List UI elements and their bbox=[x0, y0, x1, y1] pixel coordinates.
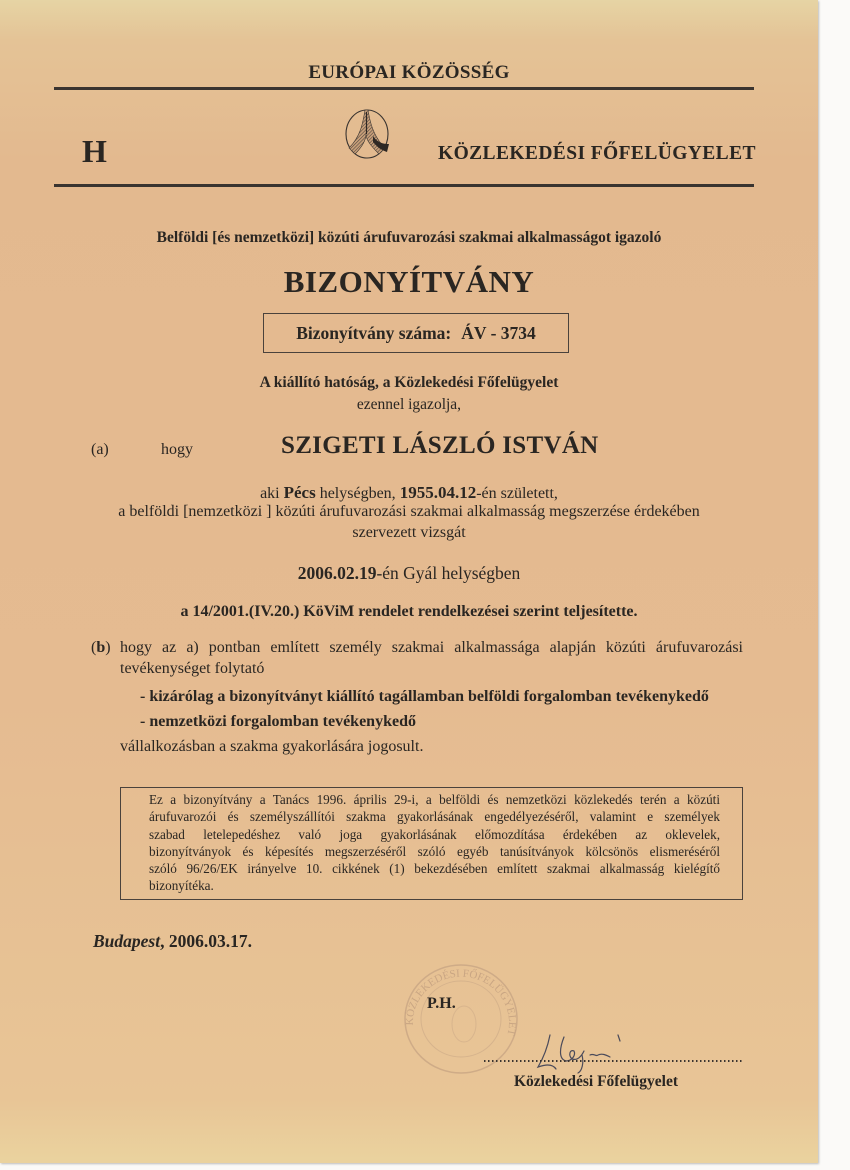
label-b-open: ( bbox=[91, 639, 97, 656]
seal-label: P.H. bbox=[427, 995, 456, 1012]
legal-notice-line: szabad letelepedéshez való joga gyakorlásának előmozdítása érdekében az oklevelek, bbox=[149, 826, 720, 842]
union-heading: EURÓPAI KÖZÖSSÉG bbox=[308, 62, 510, 83]
certificate-number-box bbox=[263, 313, 569, 353]
born-mid: helységben, bbox=[319, 485, 396, 502]
born-suffix: -én született, bbox=[476, 485, 558, 502]
label-b-close: ) bbox=[105, 639, 111, 656]
country-code: H bbox=[82, 133, 107, 169]
legal-notice-line: árufuvarozói és személyszállítói szakma gyakorlásának engedélyezéséről, valamint e személyek bbox=[149, 809, 720, 825]
birth-date: 1955.04.12 bbox=[399, 483, 477, 502]
certificate-number-label: Bizonyítvány száma: bbox=[296, 322, 452, 343]
legal-notice-line: Ez a bizonyítvány a Tanács 1996. április 29-i, a belföldi és nemzetközi közlekedés terén a közúti bbox=[149, 792, 720, 807]
header-bottom-rule bbox=[54, 184, 754, 187]
birth-place: Pécs bbox=[283, 483, 316, 502]
transport-authority-emblem-icon bbox=[337, 104, 397, 162]
exam-date: 2006.02.19 bbox=[297, 563, 377, 583]
legal-notice-line: szóló 96/26/EK irányelve 10. cikkének (1) bekezdésében említett szakmai alkalmasság kielégítő bbox=[149, 861, 720, 877]
born-prefix: aki bbox=[260, 485, 280, 502]
exam-statement-line1: a belföldi [nemzetközi ] közúti árufuvarozási szakmai alkalmasság megszerzése érdekében bbox=[118, 503, 700, 520]
label-b-letter: b bbox=[96, 639, 106, 656]
legal-notice-line: bizonyítéka. bbox=[149, 878, 214, 894]
legal-notice-box bbox=[120, 787, 743, 900]
issue-date: , 2006.03.17. bbox=[160, 931, 252, 951]
exam-place: -én Gyál helységben bbox=[376, 563, 521, 583]
birth-statement bbox=[0, 483, 818, 503]
legal-notice-line: bizonyítványok és képesítés megszerzéséről szóló egyéb tanúsítványok kölcsönös elismeréséről bbox=[149, 843, 720, 859]
authorization-bullet: - kizárólag a bizonyítványt kiállító tagállamban belföldi forgalomban tevékenykedő bbox=[140, 688, 709, 705]
section-b-closing: vállalkozásban a szakma gyakorlására jogosult. bbox=[120, 738, 424, 755]
authority-name: KÖZLEKEDÉSI FŐFELÜGYELET bbox=[438, 143, 756, 164]
issuer-certifies: ezennel igazolja, bbox=[356, 396, 462, 413]
section-b-line2: tevékenységet folytató bbox=[120, 660, 265, 677]
section-b-line1: hogy az a) pontban említett személy szakmai alkalmassága alapján közúti árufuvarozási bbox=[120, 639, 743, 656]
section-b-label bbox=[91, 639, 111, 657]
handwritten-signature-icon bbox=[530, 1025, 645, 1075]
section-a-hogy: hogy bbox=[161, 441, 193, 458]
signature-line bbox=[484, 1056, 742, 1064]
authorization-bullet: - nemzetközi forgalomban tevékenykedő bbox=[140, 713, 416, 730]
issue-place: Budapest bbox=[93, 931, 161, 951]
holder-name: SZIGETI LÁSZLÓ ISTVÁN bbox=[281, 432, 599, 459]
exam-statement-line2: szervezett vizsgát bbox=[352, 524, 466, 541]
section-a-label: (a) bbox=[91, 441, 109, 458]
decree-reference: a 14/2001.(IV.20.) KöViM rendelet rendelkezései szerint teljesítette. bbox=[180, 603, 638, 620]
certificate-title: BIZONYÍTVÁNY bbox=[283, 264, 535, 299]
issuer-statement: A kiállító hatóság, a Közlekedési Főfelügyelet bbox=[259, 374, 559, 391]
issue-place-date bbox=[93, 931, 252, 952]
header-top-rule bbox=[54, 87, 754, 90]
certificate-subtitle: Belföldi [és nemzetközi] közúti árufuvarozási szakmai alkalmasságot igazoló bbox=[156, 229, 662, 246]
exam-date-place bbox=[0, 563, 818, 584]
svg-text:KÖZLEKEDÉSI FŐFELÜGYELET: KÖZLEKEDÉSI FŐFELÜGYELET bbox=[403, 967, 519, 1037]
signatory-name: Közlekedési Főfelügyelet bbox=[514, 1073, 678, 1090]
certificate-number-value: ÁV - 3734 bbox=[461, 322, 536, 343]
